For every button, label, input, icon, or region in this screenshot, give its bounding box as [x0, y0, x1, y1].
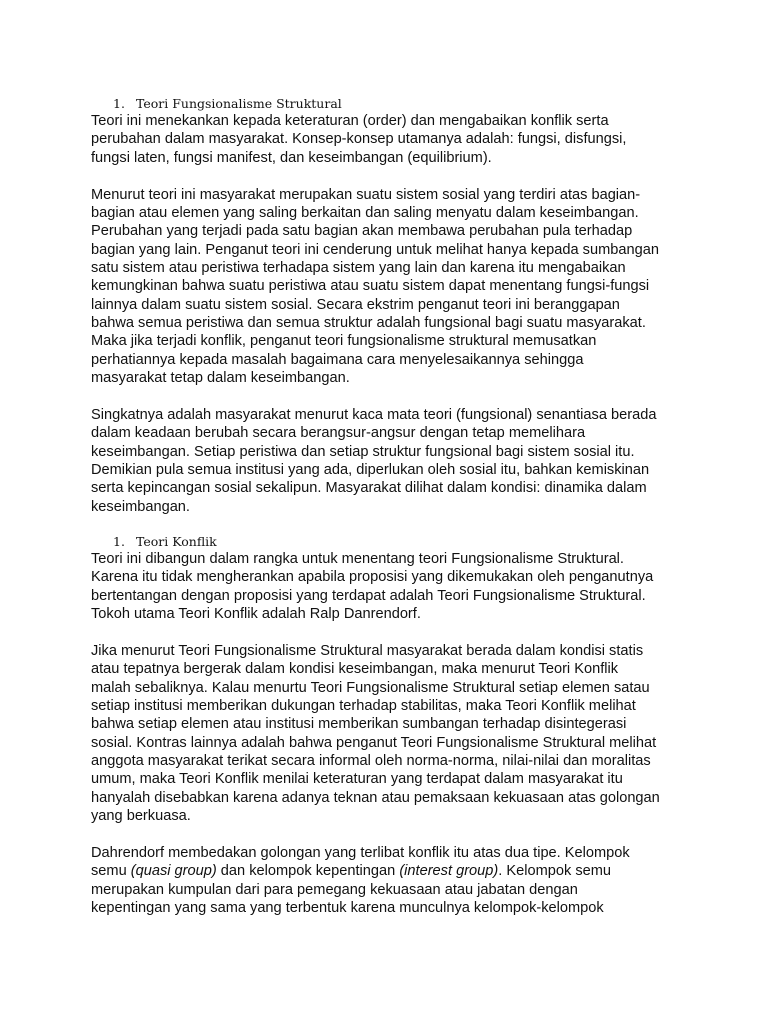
text-line: kepentingan yang sama yang terbentuk karena munculnya kelompok-kelompok	[91, 899, 604, 916]
text-line: kemungkinan bahwa suatu peristiwa atau suatu sistem dapat menentang fungsi-fungsi	[91, 278, 650, 295]
text-line: keseimbangan.	[91, 498, 190, 515]
text-segment: dan kelompok kepentingan	[216, 863, 400, 880]
text-line: Teori ini menekankan kepada keteraturan (order) dan mengabaikan konflik serta	[91, 113, 609, 129]
text-line: masyarakat tetap dalam keseimbangan.	[91, 369, 350, 386]
text-line: Tokoh utama Teori Konflik adalah Ralp Danrendorf.	[91, 605, 421, 622]
text-line: bahwa setiap elemen atau institusi memberikan sumbangan terhadap disintegerasi	[91, 716, 627, 733]
text-line: fungsi laten, fungsi manifest, dan keseimbangan (equilibrium).	[91, 149, 492, 166]
text-line: Demikian pula semua institusi yang ada, diperlukan oleh sosial itu, bahkan kemiskinan	[91, 462, 650, 479]
text-line: anggota masyarakat terikat secara informal oleh norma-norma, nilai-nilai dan moralitas	[91, 752, 651, 769]
paragraph	[91, 642, 691, 825]
text-line: bagian yang lain. Penganut teori ini cenderung untuk melihat hanya kepada sumbangan	[91, 241, 659, 258]
text-line: satu sistem atau peristiwa terhadapa sistem yang lain dan karena itu mengabaikan	[91, 260, 626, 277]
text-line: Teori ini dibangun dalam rangka untuk menentang teori Fungsionalisme Struktural.	[91, 550, 624, 567]
list-number: 1.	[113, 96, 125, 111]
paragraph	[91, 406, 691, 516]
paragraph	[91, 112, 691, 167]
text-line: Singkatnya adalah masyarakat menurut kaca mata teori (fungsional) senantiasa berada	[91, 407, 657, 424]
section-title: Teori Fungsionalisme Struktural	[136, 96, 342, 111]
text-line: Menurut teori ini masyarakat merupakan suatu sistem sosial yang terdiri atas bagian-	[91, 186, 641, 203]
text-line: bahwa semua peristiwa dan semua struktur adalah fungsional bagi suatu masyarakat.	[91, 314, 646, 331]
text-line: setiap institusi memberikan dukungan terhadap stabilitas, maka Teori Konflik melihat	[91, 698, 636, 715]
paragraph	[91, 186, 691, 387]
italic-term-interest-group: (interest group)	[399, 863, 499, 880]
text-line: Dahrendorf membedakan golongan yang terlibat konflik itu atas dua tipe. Kelompok	[91, 845, 630, 862]
text-line: yang berkuasa.	[91, 807, 191, 824]
text-line: serta kepincangan sosial sekalipun. Masyarakat dilihat dalam kondisi: dinamika dalam	[91, 480, 647, 497]
document-body	[91, 95, 691, 917]
text-line: malah sebaliknya. Kalau menurtu Teori Fungsionalisme Struktural setiap elemen satau	[91, 679, 650, 696]
text-line: sosial. Kontras lainnya adalah bahwa penganut Teori Fungsionalisme Struktural melihat	[91, 734, 657, 751]
section-heading-fungsionalisme	[91, 95, 691, 112]
text-line: perubahan dalam masyarakat. Konsep-konsep utamanya adalah: fungsi, disfungsi,	[91, 131, 627, 148]
list-number: 1.	[113, 533, 125, 549]
text-line: Maka jika terjadi konflik, penganut teori fungsionalisme struktural memusatkan	[91, 333, 597, 350]
paragraph	[91, 844, 691, 917]
text-line: umum, maka Teori Konflik menilai keteraturan yang terdapat dalam masyarakat itu	[91, 771, 623, 788]
section-title: Teori Konflik	[136, 533, 217, 549]
text-line: Jika menurut Teori Fungsionalisme Struktural masyarakat berada dalam kondisi statis	[91, 643, 644, 660]
text-line: atau tepatnya bergerak dalam kondisi keseimbangan, maka menurut Teori Konflik	[91, 661, 619, 678]
text-line: merupakan kumpulan dari para pemegang kekuasaan atau jabatan dengan	[91, 881, 578, 898]
paragraph	[91, 550, 691, 623]
text-line: bagian atau elemen yang saling berkaitan dan saling menyatu dalam keseimbangan.	[91, 205, 639, 222]
text-line: bertentangan dengan proposisi yang terdapat adalah Teori Fungsionalisme Struktural.	[91, 587, 646, 604]
text-segment: semu	[91, 863, 131, 880]
text-line: lainnya dalam suatu sistem sosial. Secara ekstrim penganut teori ini beranggapan	[91, 296, 620, 313]
text-segment: . Kelompok semu	[498, 863, 612, 880]
text-line	[91, 862, 691, 880]
text-line: Perubahan yang terjadi pada satu bagian akan membawa perubahan pula terhadap	[91, 223, 633, 240]
italic-term-quasi-group: (quasi group)	[130, 863, 217, 880]
text-line: keseimbangan. Setiap peristiwa dan setiap struktur fungsional bagi sistem sosial itu.	[91, 443, 635, 460]
text-line: Karena itu tidak mengherankan apabila proposisi yang dikemukakan oleh penganutnya	[91, 569, 654, 586]
text-line: perhatiannya kepada masalah bagaimana cara menyelesaikannya sehingga	[91, 351, 584, 368]
text-line: dalam keadaan berubah secara berangsur-angsur dengan tetap memelihara	[91, 425, 586, 442]
text-line: hanyalah disebabkan karena adanya teknan atau pemaksaan kekuasaan atas golongan	[91, 789, 660, 806]
section-heading-konflik	[91, 533, 691, 550]
